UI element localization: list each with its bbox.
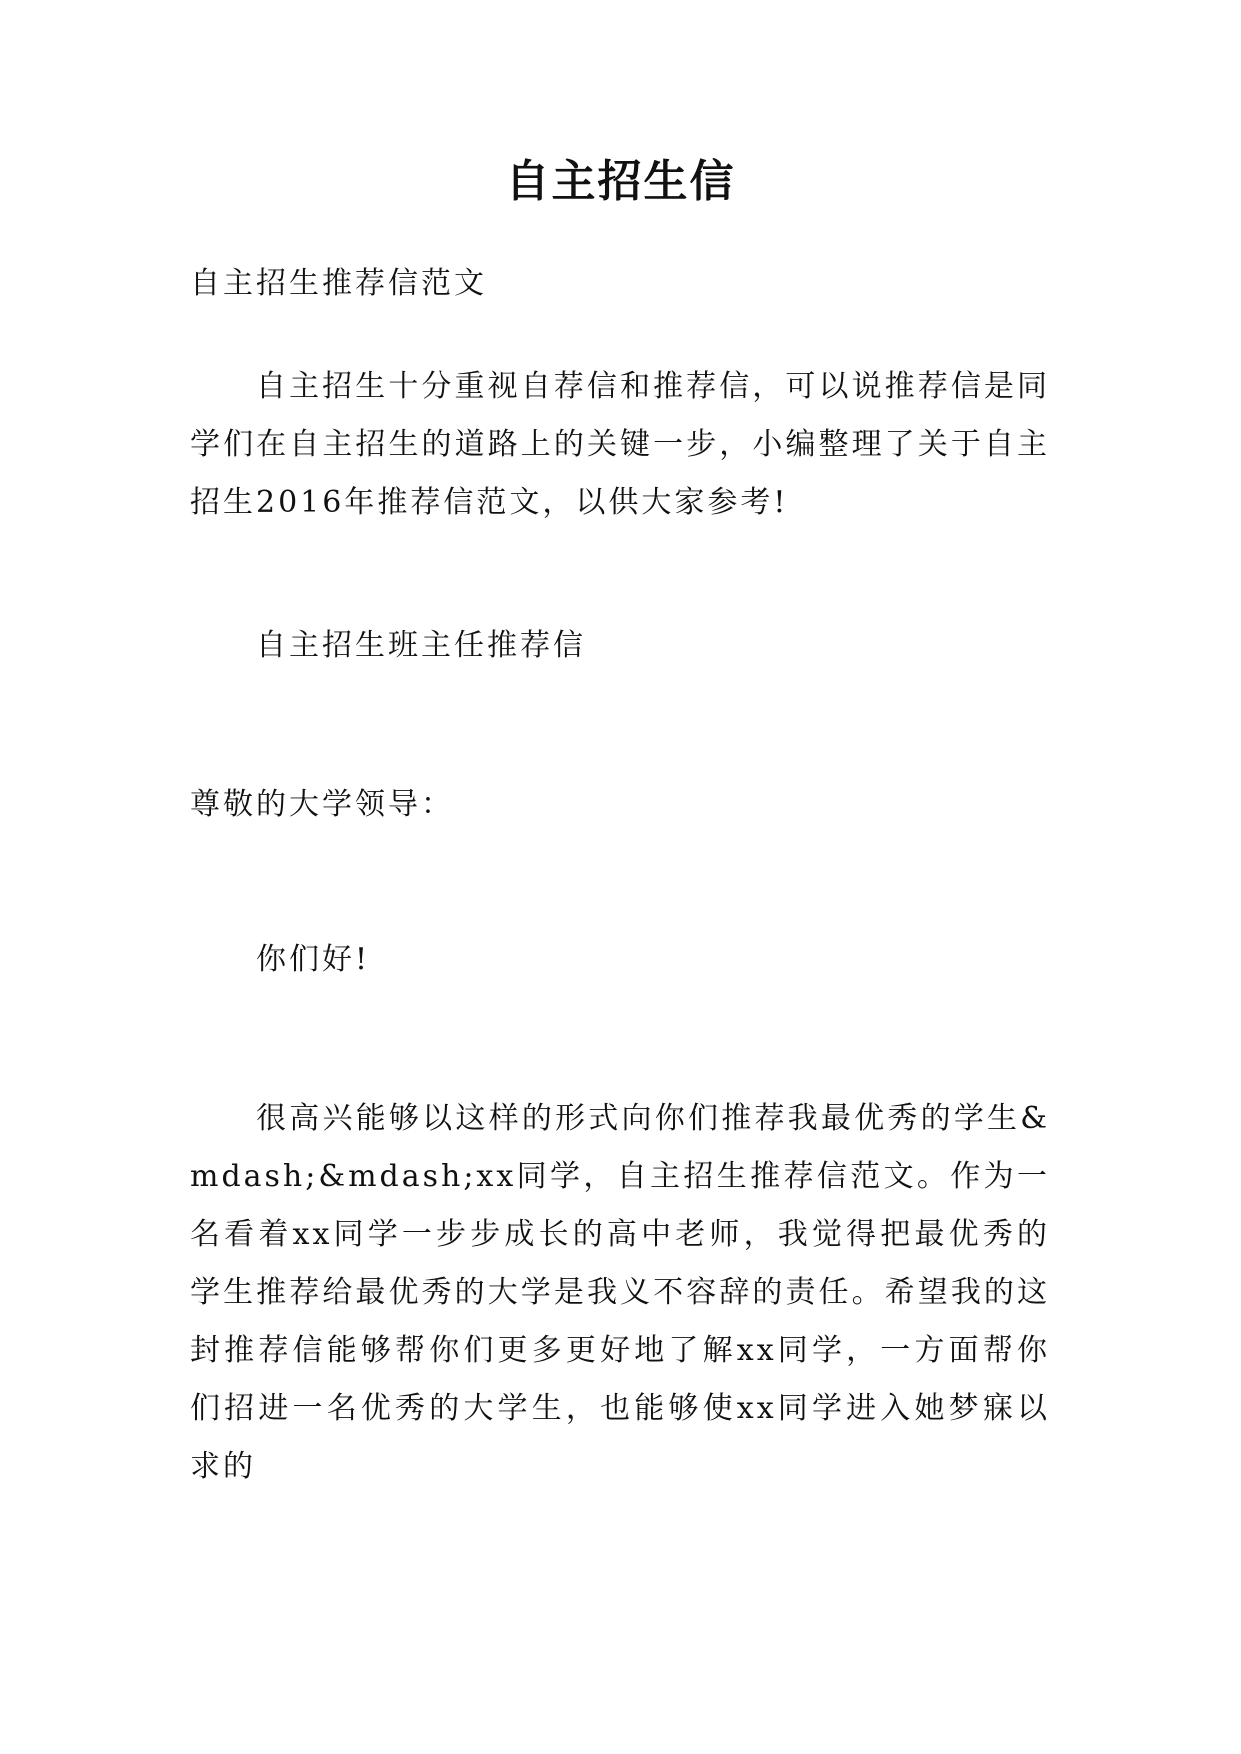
intro-paragraph: 自主招生十分重视自荐信和推荐信，可以说推荐信是同学们在自主招生的道路上的关键一步，小编整理了关于自主招生2016年推荐信范文，以供大家参考! xyxy=(190,369,1050,520)
salutation: 尊敬的大学领导： xyxy=(190,787,454,822)
body-paragraph: 很高兴能够以这样的形式向你们推荐我最优秀的学生&mdash;&mdash;xx同学，自主招生推荐信范文。作为一名看着xx同学一步步成长的高中老师，我觉得把最优秀的学生推荐给最优秀的大学是我义不容辞的责任。希望我的这封推荐信能够帮你们更多更好地了解xx同学，一方面帮你们招进一名优秀的大学生，也能够使xx同学进入她梦寐以求的 xyxy=(190,1101,1050,1484)
section-heading: 自主招生班主任推荐信 xyxy=(256,628,586,663)
greeting: 你们好! xyxy=(256,942,371,977)
subtitle: 自主招生推荐信范文 xyxy=(190,266,487,301)
document-title: 自主招生信 xyxy=(505,156,736,207)
